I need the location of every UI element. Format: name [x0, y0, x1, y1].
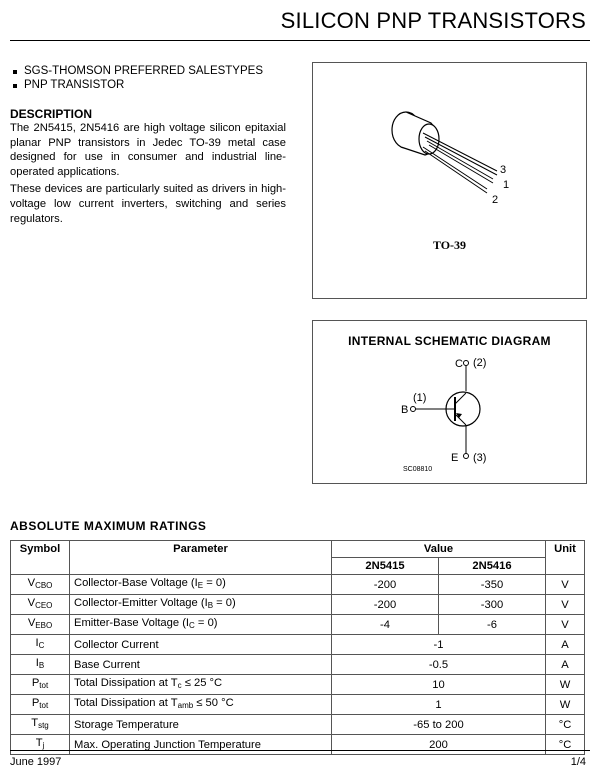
table-row [11, 675, 585, 695]
table-row [11, 575, 585, 595]
table-cell: -4 [332, 615, 439, 635]
table-cell: A [546, 635, 585, 655]
table-cell: -1 [332, 635, 546, 655]
table-cell: Storage Temperature [70, 715, 332, 735]
collector-label: C [455, 358, 463, 370]
table-cell: -65 to 200 [332, 715, 546, 735]
table-cell: Ptot [11, 695, 70, 715]
table-cell [70, 558, 332, 575]
table-cell: VCEO [11, 595, 70, 615]
feature-item: SGS-THOMSON PREFERRED SALESTYPES [12, 64, 263, 78]
ratings-table [10, 540, 585, 755]
table-cell: -0.5 [332, 655, 546, 675]
table-cell: Max. Operating Junction Temperature [70, 735, 332, 755]
table-cell: Base Current [70, 655, 332, 675]
pin-label: 1 [503, 179, 510, 191]
col-symbol: Symbol [11, 541, 70, 558]
page-number: 1/4 [570, 756, 586, 768]
table-cell: IB [11, 655, 70, 675]
table-cell: V [546, 575, 585, 595]
collector-pin: (2) [473, 357, 487, 369]
table-row [11, 635, 585, 655]
table-cell: Collector-Base Voltage (IE = 0) [70, 575, 332, 595]
description-para-2: These devices are particularly suited as drivers in high-voltage low current inverters, switching and series regulators. [10, 183, 286, 225]
table-cell: A [546, 655, 585, 675]
emitter-label: E [451, 452, 459, 464]
table-cell: VCBO [11, 575, 70, 595]
schematic-figure [312, 320, 587, 484]
table-row [11, 595, 585, 615]
pin-label: 2 [492, 194, 499, 206]
table-cell: 10 [332, 675, 546, 695]
table-cell: -200 [332, 595, 439, 615]
table-row [11, 615, 585, 635]
col-unit: Unit [546, 541, 585, 558]
package-figure [312, 62, 587, 299]
table-cell: V [546, 595, 585, 615]
table-cell: W [546, 675, 585, 695]
schematic-code: SC08810 [403, 466, 433, 473]
table-cell: Tstg [11, 715, 70, 735]
table-cell: Ptot [11, 675, 70, 695]
table-cell: VEBO [11, 615, 70, 635]
base-pin: (1) [413, 392, 427, 404]
table-cell: 1 [332, 695, 546, 715]
header-rule [10, 40, 590, 41]
feature-list [12, 64, 263, 92]
description-para-1: The 2N5415, 2N5416 are high voltage silicon epitaxial planar PNP transistors in Jedec TO-39 metal case designed for use in consumer and industrial line-operated applications. [10, 122, 286, 178]
pin-label: 3 [500, 164, 507, 176]
table-cell: °C [546, 735, 585, 755]
description-heading: DESCRIPTION [10, 107, 93, 121]
emitter-pin: (3) [473, 452, 487, 464]
table-cell: -350 [439, 575, 546, 595]
table-row [11, 715, 585, 735]
table-cell: IC [11, 635, 70, 655]
base-label: B [401, 404, 409, 416]
table-cell: 200 [332, 735, 546, 755]
table-subheader-row [11, 558, 585, 575]
table-cell: Emitter-Base Voltage (IC = 0) [70, 615, 332, 635]
page-title: SILICON PNP TRANSISTORS [280, 8, 586, 33]
col-parameter: Parameter [70, 541, 332, 558]
table-cell: W [546, 695, 585, 715]
table-row [11, 695, 585, 715]
table-cell: -6 [439, 615, 546, 635]
col-value: Value [332, 541, 546, 558]
table-cell [546, 558, 585, 575]
table-cell: Collector-Emitter Voltage (IB = 0) [70, 595, 332, 615]
table-cell: Total Dissipation at Tamb ≤ 50 °C [70, 695, 332, 715]
description-text [10, 121, 286, 229]
package-label: TO-39 [432, 238, 467, 252]
table-row [11, 735, 585, 755]
footer-rule [10, 750, 590, 751]
footer-date: June 1997 [10, 756, 62, 768]
feature-item: PNP TRANSISTOR [12, 78, 263, 92]
schematic-title: INTERNAL SCHEMATIC DIAGRAM [348, 334, 551, 348]
ratings-heading: ABSOLUTE MAXIMUM RATINGS [10, 519, 207, 533]
col-2n5415: 2N5415 [332, 558, 439, 575]
table-cell: °C [546, 715, 585, 735]
table-cell: Collector Current [70, 635, 332, 655]
to39-package-drawing [313, 63, 586, 233]
table-header-row [11, 541, 585, 558]
table-row [11, 655, 585, 675]
table-cell: Total Dissipation at Tc ≤ 25 °C [70, 675, 332, 695]
table-cell: -300 [439, 595, 546, 615]
table-cell: -200 [332, 575, 439, 595]
table-cell [11, 558, 70, 575]
table-cell: Tj [11, 735, 70, 755]
table-cell: V [546, 615, 585, 635]
transistor-symbol [313, 321, 586, 483]
col-2n5416: 2N5416 [439, 558, 546, 575]
